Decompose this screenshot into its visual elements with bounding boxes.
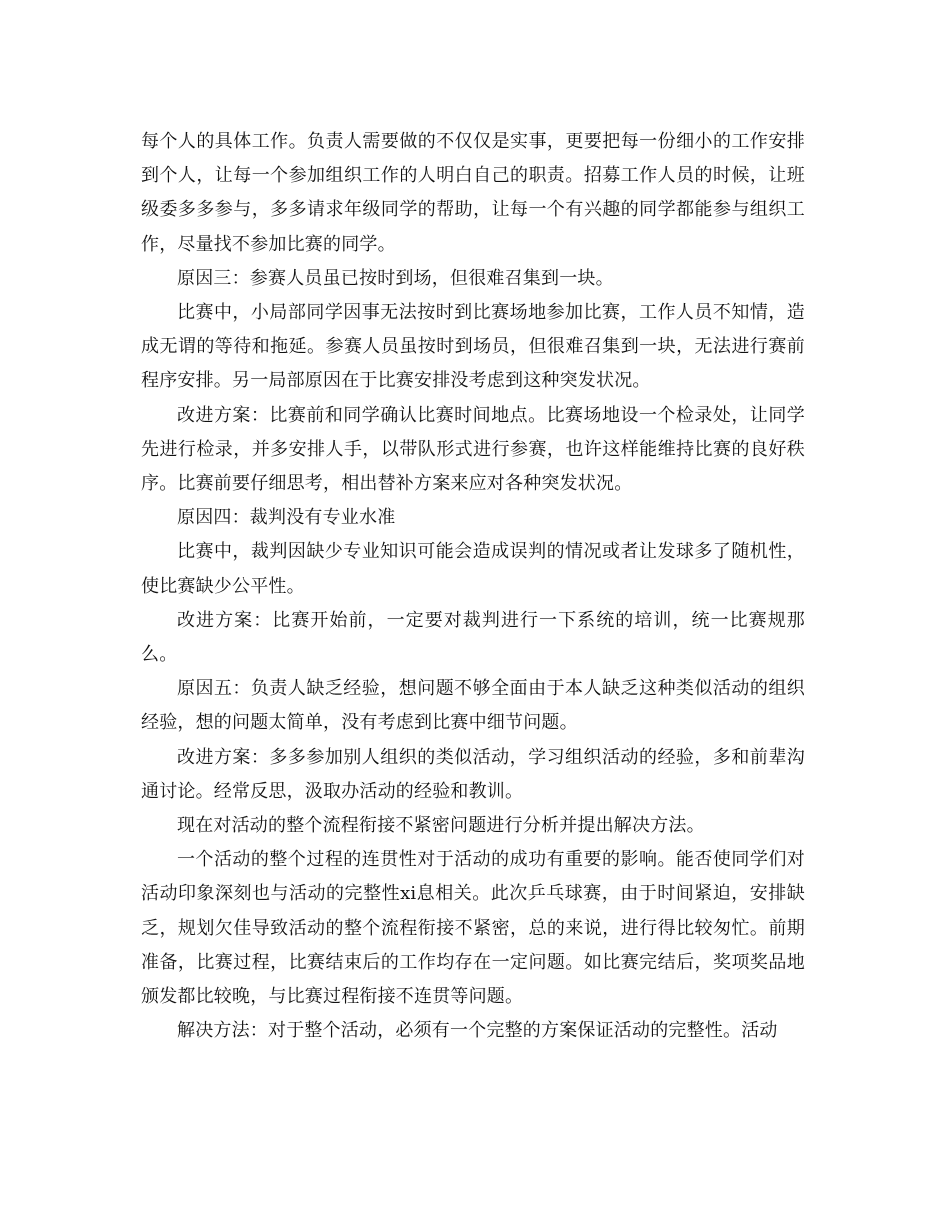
paragraph: 改进方案：比赛前和同学确认比赛时间地点。比赛场地设一个检录处，让同学先进行检录，并多安排人手，以带队形式进行参赛，也许这样能维持比赛的良好秩序。比赛前要仔细思考，相出替补方案来应对各种突发状况。 <box>141 404 805 495</box>
paragraph: 解决方法：对于整个活动，必须有一个完整的方案保证活动的完整性。活动 <box>177 1020 778 1042</box>
paragraph: 每个人的具体工作。负责人需要做的不仅仅是实事，更要把每一份细小的工作安排到个人，让每一个参加组织工作的人明白自己的职责。招募工作人员的时候，让班级委多多参与，多多请求年级同学的帮助，让每一个有兴趣的同学都能参与组织工作，尽量找不参加比赛的同学。 <box>141 131 805 255</box>
paragraph: 原因五：负责人缺乏经验，想问题不够全面由于本人缺乏这种类似活动的组织经验，想的问题太简单，没有考虑到比赛中细节问题。 <box>141 678 805 734</box>
paragraph: 改进方案：多多参加别人组织的类似活动，学习组织活动的经验，多和前辈沟通讨论。经常反思，汲取办活动的经验和教训。 <box>141 746 805 802</box>
paragraph: 比赛中，小局部同学因事无法按时到比赛场地参加比赛，工作人员不知情，造成无谓的等待和拖延。参赛人员虽按时到场员，但很难召集到一块，无法进行赛前程序安排。另一局部原因在于比赛安排没考虑到这种突发状况。 <box>141 302 805 392</box>
paragraph: 原因三：参赛人员虽已按时到场，但很难召集到一块。 <box>177 267 614 289</box>
document-body <box>141 125 805 1048</box>
paragraph: 原因四：裁判没有专业水准 <box>177 507 396 529</box>
paragraph: 比赛中，裁判因缺少专业知识可能会造成误判的情况或者让发球多了随机性，使比赛缺少公平性。 <box>141 541 805 597</box>
paragraph: 一个活动的整个过程的连贯性对于活动的成功有重要的影响。能否使同学们对活动印象深刻也与活动的完整性xi息相关。此次乒乓球赛，由于时间紧迫，安排缺乏，规划欠佳导致活动的整个流程衔接不紧密，总的来说，进行得比较匆忙。前期准备，比赛过程，比赛结束后的工作均存在一定问题。如比赛完结后，奖项奖品地颁发都比较晚，与比赛过程衔接不连贯等问题。 <box>141 849 805 1008</box>
paragraph: 改进方案：比赛开始前，一定要对裁判进行一下系统的培训，统一比赛规那么。 <box>141 609 805 666</box>
paragraph: 现在对活动的整个流程衔接不紧密问题进行分析并提出解决方法。 <box>177 815 705 837</box>
